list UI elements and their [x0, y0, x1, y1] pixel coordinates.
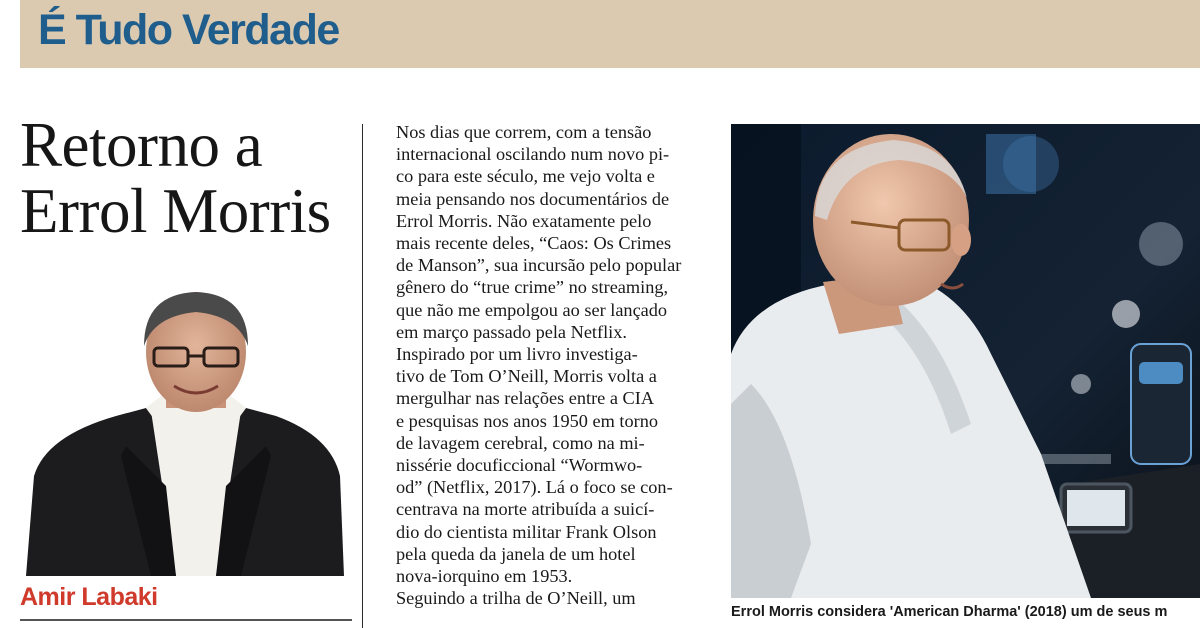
section-title: É Tudo Verdade — [38, 6, 339, 54]
article-paragraph — [372, 343, 704, 587]
column-rule — [362, 124, 363, 628]
photo-caption: Errol Morris considera 'American Dharma' (2018) um de seus m — [731, 604, 1168, 620]
article-line: gênero do “true crime” no streaming, — [396, 277, 669, 298]
errol-morris-photo — [731, 124, 1200, 598]
article-body — [372, 121, 704, 609]
article-line: em março passado pela Netflix. — [396, 321, 627, 342]
article-line: co para este século, me vejo volta e — [396, 166, 655, 187]
article-line: Errol Morris. Não exatamente pelo — [396, 210, 652, 231]
headline — [20, 112, 360, 244]
byline-rule — [20, 619, 352, 621]
author-portrait — [26, 286, 344, 576]
article-line: que não me empolgou ao ser lançado — [396, 299, 668, 320]
headline-line: Retorno a — [20, 110, 263, 180]
article-line: dio do cientista militar Frank Olson — [396, 521, 657, 542]
article-line: nissérie docuficcional “Wormwo- — [396, 455, 643, 476]
section-banner — [20, 0, 1200, 68]
article-line: Nos dias que correm, com a tensão — [396, 122, 652, 142]
headline-line: Errol Morris — [20, 176, 331, 246]
author-byline: Amir Labaki — [20, 583, 158, 611]
article-line: meia pensando nos documentários de — [396, 188, 670, 209]
article-line: e pesquisas nos anos 1950 em torno — [396, 410, 658, 431]
article-line: tivo de Tom O’Neill, Morris volta a — [396, 366, 657, 387]
article-paragraph — [372, 587, 704, 609]
article-line: pela queda da janela de um hotel — [396, 543, 636, 564]
article-line: de lavagem cerebral, como na mi- — [396, 432, 645, 453]
article-line: internacional oscilando num novo pi- — [396, 144, 670, 165]
article-line: centrava na morte atribuída a suicí- — [396, 499, 655, 520]
article-line: mergulhar nas relações entre a CIA — [396, 388, 655, 409]
article-line: mais recente deles, “Caos: Os Crimes — [396, 233, 672, 254]
article-line: Inspirado por um livro investiga- — [396, 344, 638, 365]
article-paragraph — [372, 121, 704, 343]
article-line: nova-iorquino em 1953. — [396, 566, 573, 587]
article-line: od” (Netflix, 2017). Lá o foco se con- — [396, 477, 673, 498]
article-line: Seguindo a trilha de O’Neill, um — [396, 588, 636, 609]
article-line: de Manson”, sua incursão pelo popular — [396, 255, 682, 276]
